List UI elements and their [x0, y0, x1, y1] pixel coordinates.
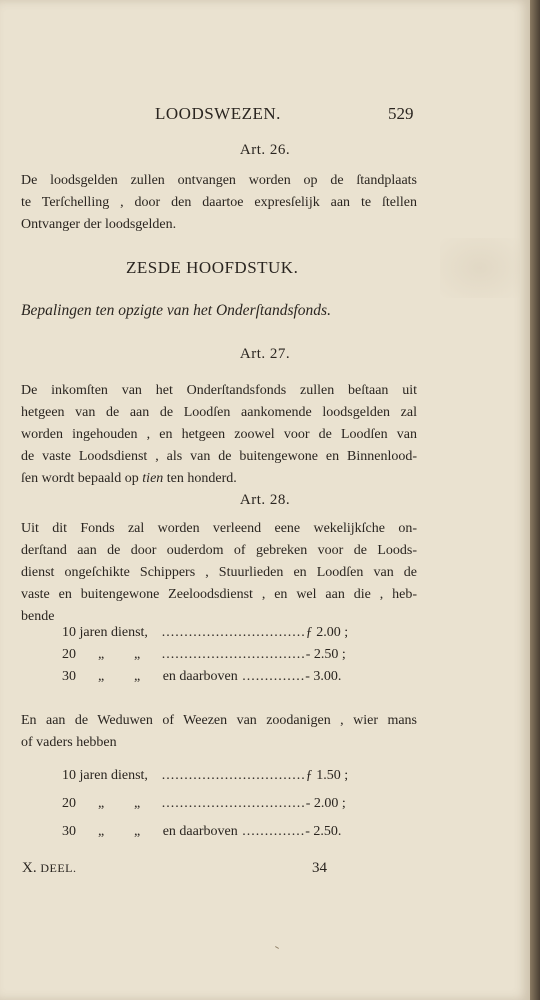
- text-line: De inkomſten van het Onderſtandsfonds zullen beſtaan uit: [21, 383, 417, 398]
- art-28-paragraph: [21, 518, 417, 628]
- allowance-table-members: [62, 622, 362, 688]
- text-line: de vaste Loodsdienst , als van de buitengewone en Binnenlood-: [21, 449, 417, 464]
- ditto-mark: „: [98, 796, 105, 811]
- text-line: En aan de Weduwen of Weezen van zoodanigen , wier mans: [21, 713, 417, 728]
- amount-cell: ƒ 2.00 ;: [305, 625, 349, 640]
- section-subtitle: Bepalingen ten opzigte van het Onderſtandsfonds.: [21, 302, 331, 319]
- ditto-mark: „: [134, 796, 141, 811]
- mid-text: en daarboven: [162, 824, 238, 839]
- text-line: worden ingehouden , en hetgeen zoowel voor de Loodſen van: [21, 427, 417, 442]
- italic-word: tien: [142, 471, 164, 486]
- leader-dots: ................................: [161, 625, 306, 640]
- text-line: of vaders hebben: [21, 735, 117, 750]
- widows-paragraph: [21, 710, 417, 754]
- art-26-paragraph: [21, 170, 417, 236]
- text-line: vaste en buitengewone Zeeloodsdienst , en wel aan die , heb-: [21, 587, 417, 602]
- text-line: De loodsgelden zullen ontvangen worden op de ſtandplaats: [21, 173, 417, 188]
- leader-dots: ................................: [161, 796, 306, 811]
- text-line: Uit dit Fonds zal worden verleend eene wekelijkſche on-: [21, 521, 417, 536]
- amount-cell: - 2.50 ;: [305, 647, 346, 662]
- volume-number: X.: [22, 860, 37, 876]
- running-header-title: LOODSWEZEN.: [155, 104, 281, 123]
- ditto-mark: „: [98, 669, 105, 684]
- printer-signature: 34: [312, 860, 327, 876]
- years-cell: 30: [62, 824, 76, 839]
- years-cell: 30: [62, 669, 76, 684]
- page-edge: [530, 0, 540, 1000]
- text-line: [21, 468, 417, 490]
- ditto-mark: „: [134, 647, 141, 662]
- paper-speck: [275, 946, 279, 949]
- text-line: Ontvanger der loodsgelden.: [21, 217, 177, 232]
- years-cell: 10 jaren dienst,: [62, 625, 148, 640]
- amount-cell: - 3.00.: [305, 669, 342, 684]
- art-28-heading: Art. 28.: [239, 492, 291, 508]
- table-row: [62, 644, 362, 666]
- ditto-mark: „: [134, 824, 141, 839]
- text-line: bende: [21, 609, 55, 624]
- volume-signature: [22, 860, 77, 877]
- leader-dots: ................................: [161, 647, 306, 662]
- allowance-table-widows: [62, 762, 362, 846]
- table-row: [62, 762, 362, 790]
- years-cell: 20: [62, 647, 76, 662]
- text-run: ſen wordt bepaald op: [21, 471, 143, 486]
- table-row: [62, 818, 362, 846]
- text-line: hetgeen van de aan de Loodſen aankomende loodsgelden zal: [21, 405, 417, 420]
- table-row: [62, 666, 362, 688]
- leader-dots: ..............: [237, 669, 306, 684]
- ditto-mark: „: [98, 647, 105, 662]
- amount-cell: - 2.00 ;: [305, 796, 346, 811]
- years-cell: 20: [62, 796, 76, 811]
- text-line: derſtand aan de door ouderdom of gebreken voor de Loods-: [21, 543, 417, 558]
- amount-cell: ƒ 1.50 ;: [305, 768, 349, 783]
- text-line: te Terſchelling , door den daartoe expresſelijk aan te ſtellen: [21, 195, 417, 210]
- ditto-mark: „: [134, 669, 141, 684]
- table-row: [62, 790, 362, 818]
- leader-dots: ................................: [161, 768, 306, 783]
- text-line: dienst ongeſchikte Schippers , Stuurlieden en Loodſen van de: [21, 565, 417, 580]
- text-run: ten honderd.: [163, 471, 237, 486]
- volume-word: DEEL.: [40, 861, 77, 875]
- chapter-heading: ZESDE HOOFDSTUK.: [126, 258, 299, 277]
- art-27-paragraph: [21, 380, 417, 490]
- mid-text: en daarboven: [162, 669, 238, 684]
- ditto-mark: „: [98, 824, 105, 839]
- paper-stain: [440, 238, 520, 298]
- amount-cell: - 2.50.: [305, 824, 342, 839]
- leader-dots: ..............: [237, 824, 306, 839]
- table-row: [62, 622, 362, 644]
- art-27-heading: Art. 27.: [239, 346, 291, 362]
- page-number: 529: [388, 104, 414, 123]
- years-cell: 10 jaren dienst,: [62, 768, 148, 783]
- art-26-heading: Art. 26.: [239, 142, 291, 158]
